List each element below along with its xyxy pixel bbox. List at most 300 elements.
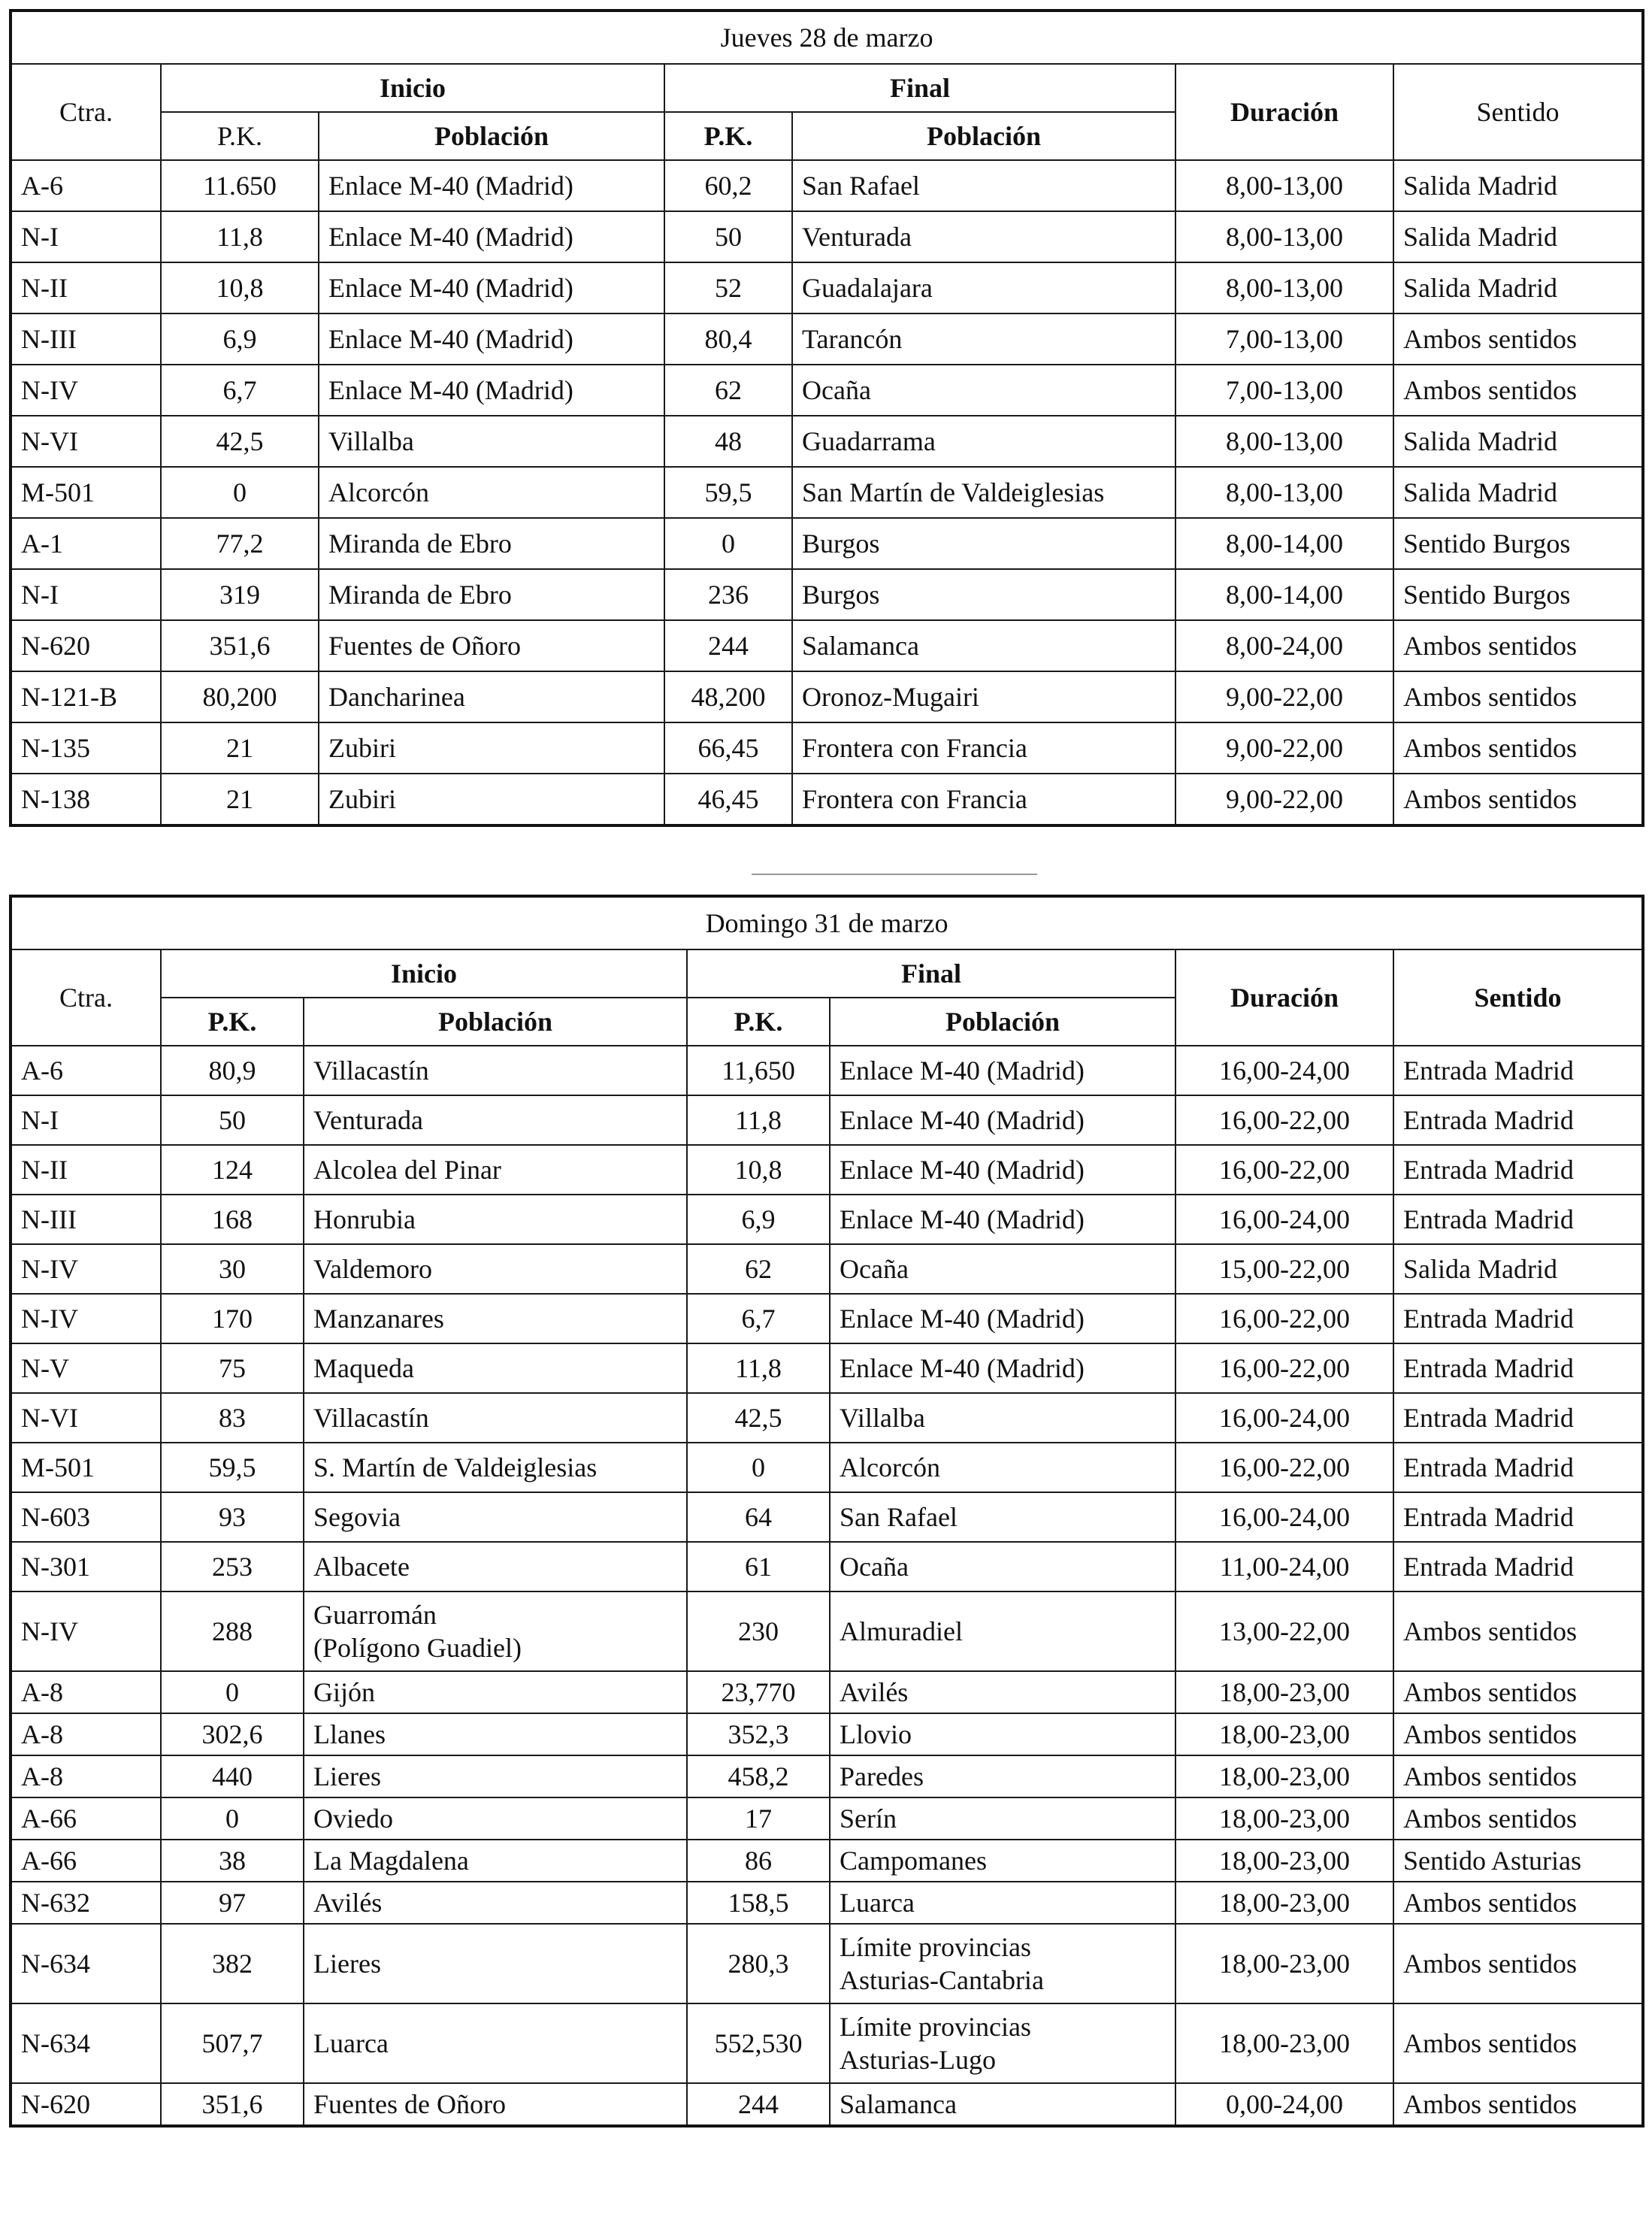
- cell-pk-inicio: 75: [161, 1343, 304, 1393]
- cell-duracion: 8,00-14,00: [1175, 569, 1393, 620]
- cell-pk-final: 6,9: [687, 1195, 830, 1244]
- cell-sentido: Entrada Madrid: [1393, 1542, 1643, 1591]
- table-row: [11, 774, 1643, 825]
- cell-pk-inicio: 351,6: [161, 2083, 304, 2126]
- cell-pk-inicio: 80,9: [161, 1046, 304, 1095]
- cell-poblacion-final: Serín: [830, 1797, 1175, 1840]
- table-row: [11, 262, 1643, 313]
- cell-poblacion-final: Luarca: [830, 1882, 1175, 1924]
- table-body: [11, 160, 1643, 825]
- cell-poblacion-final: Enlace M-40 (Madrid): [830, 1294, 1175, 1343]
- cell-ctra: N-III: [11, 313, 161, 365]
- cell-pk-inicio: 80,200: [161, 671, 319, 722]
- cell-pk-inicio: 97: [161, 1882, 304, 1924]
- cell-poblacion-final: Frontera con Francia: [792, 774, 1175, 825]
- cell-pk-inicio: 11.650: [161, 160, 319, 211]
- cell-sentido: Ambos sentidos: [1393, 1924, 1643, 2003]
- cell-duracion: 18,00-23,00: [1175, 1713, 1393, 1755]
- cell-ctra: N-II: [11, 1145, 161, 1195]
- cell-pk-inicio: 124: [161, 1145, 304, 1195]
- cell-sentido: Ambos sentidos: [1393, 2003, 1643, 2083]
- cell-duracion: 0,00-24,00: [1175, 2083, 1393, 2126]
- cell-poblacion-inicio: Dancharinea: [319, 671, 664, 722]
- cell-pk-inicio: 30: [161, 1244, 304, 1294]
- cell-sentido: Ambos sentidos: [1393, 722, 1643, 774]
- cell-duracion: 8,00-13,00: [1175, 467, 1393, 518]
- table-row: [11, 1244, 1643, 1294]
- cell-poblacion-final: Paredes: [830, 1755, 1175, 1797]
- header-final: Final: [687, 949, 1175, 998]
- cell-pk-final: 6,7: [687, 1294, 830, 1343]
- cell-sentido: Sentido Asturias: [1393, 1840, 1643, 1882]
- header-pk-final: P.K.: [687, 998, 830, 1046]
- cell-ctra: N-IV: [11, 1591, 161, 1671]
- header-sentido: Sentido: [1393, 949, 1643, 1046]
- cell-pk-final: 23,770: [687, 1671, 830, 1713]
- cell-pk-inicio: 83: [161, 1393, 304, 1443]
- cell-poblacion-final: Enlace M-40 (Madrid): [830, 1343, 1175, 1393]
- cell-poblacion-final: Guadalajara: [792, 262, 1175, 313]
- cell-pk-final: 158,5: [687, 1882, 830, 1924]
- cell-pk-inicio: 11,8: [161, 211, 319, 262]
- cell-sentido: Salida Madrid: [1393, 467, 1643, 518]
- cell-pk-final: 280,3: [687, 1924, 830, 2003]
- table-date-title: Jueves 28 de marzo: [11, 11, 1643, 64]
- cell-poblacion-final-line-1: Límite provincias: [840, 1932, 1031, 1962]
- cell-poblacion-final: San Martín de Valdeiglesias: [792, 467, 1175, 518]
- cell-poblacion-inicio: Albacete: [304, 1542, 687, 1591]
- cell-duracion: 18,00-23,00: [1175, 1882, 1393, 1924]
- cell-sentido: Ambos sentidos: [1393, 774, 1643, 825]
- cell-pk-final: 552,530: [687, 2003, 830, 2083]
- header-poblacion-inicio: Población: [304, 998, 687, 1046]
- cell-poblacion-final: Ocaña: [830, 1244, 1175, 1294]
- cell-poblacion-inicio: Enlace M-40 (Madrid): [319, 160, 664, 211]
- cell-ctra: A-66: [11, 1797, 161, 1840]
- cell-sentido: Entrada Madrid: [1393, 1443, 1643, 1492]
- cell-poblacion-final: Llovio: [830, 1713, 1175, 1755]
- cell-poblacion-inicio: Maqueda: [304, 1343, 687, 1393]
- table-row: [11, 1195, 1643, 1244]
- cell-pk-final: 52: [664, 262, 792, 313]
- cell-sentido: Entrada Madrid: [1393, 1294, 1643, 1343]
- cell-poblacion-final-line-2: Asturias-Lugo: [840, 2045, 996, 2075]
- cell-pk-inicio: 50: [161, 1095, 304, 1145]
- cell-poblacion-final: Salamanca: [792, 620, 1175, 671]
- cell-pk-final: 0: [687, 1443, 830, 1492]
- cell-sentido: Salida Madrid: [1393, 416, 1643, 467]
- table-row: [11, 569, 1643, 620]
- cell-ctra: N-620: [11, 620, 161, 671]
- cell-pk-final: 59,5: [664, 467, 792, 518]
- cell-pk-final: 0: [664, 518, 792, 569]
- cell-pk-final: 46,45: [664, 774, 792, 825]
- table-date-title: Domingo 31 de marzo: [11, 896, 1643, 949]
- cell-poblacion-final: [830, 2003, 1175, 2083]
- cell-pk-final: 66,45: [664, 722, 792, 774]
- table-row: [11, 620, 1643, 671]
- table-row: [11, 2083, 1643, 2126]
- cell-poblacion-final: Alcorcón: [830, 1443, 1175, 1492]
- cell-duracion: 16,00-22,00: [1175, 1343, 1393, 1393]
- cell-ctra: A-8: [11, 1713, 161, 1755]
- cell-poblacion-final: Avilés: [830, 1671, 1175, 1713]
- cell-sentido: Ambos sentidos: [1393, 2083, 1643, 2126]
- cell-ctra: A-8: [11, 1755, 161, 1797]
- cell-duracion: 8,00-13,00: [1175, 416, 1393, 467]
- cell-pk-final: 11,650: [687, 1046, 830, 1095]
- cell-poblacion-inicio-line-2: (Polígono Guadiel): [313, 1633, 522, 1663]
- cell-poblacion-final: Almuradiel: [830, 1591, 1175, 1671]
- cell-sentido: Entrada Madrid: [1393, 1046, 1643, 1095]
- cell-poblacion-final: Enlace M-40 (Madrid): [830, 1046, 1175, 1095]
- cell-pk-inicio: 288: [161, 1591, 304, 1671]
- cell-ctra: N-121-B: [11, 671, 161, 722]
- table-row: [11, 1294, 1643, 1343]
- schedule-table-domingo: [9, 895, 1644, 2128]
- cell-duracion: 8,00-14,00: [1175, 518, 1393, 569]
- table-row: [11, 1591, 1643, 1671]
- table-body: [11, 1046, 1643, 2126]
- cell-poblacion-final: Tarancón: [792, 313, 1175, 365]
- cell-pk-final: 17: [687, 1797, 830, 1840]
- table-row: [11, 1671, 1643, 1713]
- table-row: [11, 1797, 1643, 1840]
- header-pk-inicio: P.K.: [161, 998, 304, 1046]
- cell-ctra: N-634: [11, 1924, 161, 2003]
- cell-pk-final: 458,2: [687, 1755, 830, 1797]
- header-poblacion-final: Población: [830, 998, 1175, 1046]
- table-row: [11, 1443, 1643, 1492]
- cell-pk-inicio: 170: [161, 1294, 304, 1343]
- cell-pk-inicio: 59,5: [161, 1443, 304, 1492]
- cell-ctra: N-138: [11, 774, 161, 825]
- header-poblacion-final: Población: [792, 112, 1175, 160]
- cell-pk-inicio: 0: [161, 467, 319, 518]
- cell-poblacion-final: Enlace M-40 (Madrid): [830, 1195, 1175, 1244]
- cell-pk-inicio: 319: [161, 569, 319, 620]
- cell-ctra: N-IV: [11, 1244, 161, 1294]
- cell-duracion: 16,00-24,00: [1175, 1046, 1393, 1095]
- table-row: [11, 722, 1643, 774]
- cell-pk-final: 86: [687, 1840, 830, 1882]
- header-ctra: Ctra.: [11, 949, 161, 1046]
- cell-poblacion-inicio: Honrubia: [304, 1195, 687, 1244]
- table-row: [11, 313, 1643, 365]
- cell-poblacion-inicio: Miranda de Ebro: [319, 518, 664, 569]
- header-pk-inicio: P.K.: [161, 112, 319, 160]
- cell-duracion: 15,00-22,00: [1175, 1244, 1393, 1294]
- cell-pk-final: 62: [664, 365, 792, 416]
- cell-poblacion-inicio: Gijón: [304, 1671, 687, 1713]
- cell-pk-inicio: 6,9: [161, 313, 319, 365]
- header-pk-final: P.K.: [664, 112, 792, 160]
- cell-poblacion-inicio: Villalba: [319, 416, 664, 467]
- cell-ctra: N-603: [11, 1492, 161, 1542]
- cell-pk-inicio: 253: [161, 1542, 304, 1591]
- cell-poblacion-final: Burgos: [792, 569, 1175, 620]
- cell-ctra: N-VI: [11, 416, 161, 467]
- cell-pk-inicio: 10,8: [161, 262, 319, 313]
- cell-pk-final: 48: [664, 416, 792, 467]
- cell-duracion: 18,00-23,00: [1175, 1840, 1393, 1882]
- cell-poblacion-inicio: Zubiri: [319, 774, 664, 825]
- cell-poblacion-inicio: Lieres: [304, 1755, 687, 1797]
- cell-sentido: Salida Madrid: [1393, 211, 1643, 262]
- cell-duracion: 16,00-24,00: [1175, 1492, 1393, 1542]
- cell-duracion: 18,00-23,00: [1175, 2003, 1393, 2083]
- cell-sentido: Ambos sentidos: [1393, 365, 1643, 416]
- cell-ctra: N-II: [11, 262, 161, 313]
- cell-pk-inicio: 0: [161, 1797, 304, 1840]
- table-row: [11, 1095, 1643, 1145]
- table-row: [11, 1046, 1643, 1095]
- cell-pk-final: 64: [687, 1492, 830, 1542]
- cell-poblacion-inicio: Enlace M-40 (Madrid): [319, 365, 664, 416]
- cell-poblacion-final: Burgos: [792, 518, 1175, 569]
- cell-duracion: 8,00-13,00: [1175, 262, 1393, 313]
- cell-duracion: 16,00-22,00: [1175, 1095, 1393, 1145]
- cell-ctra: N-VI: [11, 1393, 161, 1443]
- cell-duracion: 18,00-23,00: [1175, 1797, 1393, 1840]
- header-inicio: Inicio: [161, 64, 664, 112]
- cell-pk-final: 80,4: [664, 313, 792, 365]
- cell-poblacion-final: Frontera con Francia: [792, 722, 1175, 774]
- cell-sentido: Salida Madrid: [1393, 1244, 1643, 1294]
- cell-pk-final: 62: [687, 1244, 830, 1294]
- table-row: [11, 1492, 1643, 1542]
- cell-sentido: Ambos sentidos: [1393, 1671, 1643, 1713]
- cell-poblacion-final: Enlace M-40 (Madrid): [830, 1095, 1175, 1145]
- cell-ctra: N-IV: [11, 1294, 161, 1343]
- cell-poblacion-inicio: Fuentes de Oñoro: [304, 2083, 687, 2126]
- cell-poblacion-final: Ocaña: [792, 365, 1175, 416]
- cell-poblacion-final: Villalba: [830, 1393, 1175, 1443]
- cell-poblacion-final: Oronoz-Mugairi: [792, 671, 1175, 722]
- cell-duracion: 11,00-24,00: [1175, 1542, 1393, 1591]
- cell-poblacion-final: Campomanes: [830, 1840, 1175, 1882]
- cell-sentido: Entrada Madrid: [1393, 1145, 1643, 1195]
- table-row: [11, 1882, 1643, 1924]
- cell-pk-final: 61: [687, 1542, 830, 1591]
- cell-ctra: N-IV: [11, 365, 161, 416]
- cell-duracion: 16,00-22,00: [1175, 1443, 1393, 1492]
- cell-poblacion-final: Salamanca: [830, 2083, 1175, 2126]
- cell-pk-final: 60,2: [664, 160, 792, 211]
- cell-duracion: 9,00-22,00: [1175, 671, 1393, 722]
- cell-poblacion-inicio: Enlace M-40 (Madrid): [319, 211, 664, 262]
- cell-pk-final: 230: [687, 1591, 830, 1671]
- separator-line: [752, 874, 1037, 875]
- cell-ctra: A-6: [11, 160, 161, 211]
- cell-pk-inicio: 21: [161, 774, 319, 825]
- cell-pk-final: 244: [687, 2083, 830, 2126]
- cell-poblacion-inicio: Enlace M-40 (Madrid): [319, 262, 664, 313]
- cell-pk-final: 352,3: [687, 1713, 830, 1755]
- cell-pk-inicio: 351,6: [161, 620, 319, 671]
- cell-duracion: 16,00-24,00: [1175, 1393, 1393, 1443]
- cell-pk-inicio: 507,7: [161, 2003, 304, 2083]
- cell-duracion: 8,00-24,00: [1175, 620, 1393, 671]
- table-row: [11, 1755, 1643, 1797]
- cell-pk-final: 11,8: [687, 1343, 830, 1393]
- header-duracion: Duración: [1175, 949, 1393, 1046]
- cell-pk-final: 10,8: [687, 1145, 830, 1195]
- header-ctra: Ctra.: [11, 64, 161, 160]
- cell-pk-inicio: 168: [161, 1195, 304, 1244]
- cell-ctra: N-III: [11, 1195, 161, 1244]
- cell-duracion: 9,00-22,00: [1175, 774, 1393, 825]
- cell-poblacion-inicio: Alcorcón: [319, 467, 664, 518]
- cell-poblacion-inicio: Villacastín: [304, 1046, 687, 1095]
- cell-poblacion-final: [830, 1924, 1175, 2003]
- cell-poblacion-final: San Rafael: [792, 160, 1175, 211]
- cell-sentido: Ambos sentidos: [1393, 1755, 1643, 1797]
- cell-pk-final: 236: [664, 569, 792, 620]
- cell-poblacion-final: San Rafael: [830, 1492, 1175, 1542]
- cell-poblacion-inicio-line-1: Guarromán: [313, 1600, 437, 1630]
- cell-poblacion-final: Guadarrama: [792, 416, 1175, 467]
- cell-ctra: M-501: [11, 467, 161, 518]
- cell-poblacion-inicio: Llanes: [304, 1713, 687, 1755]
- cell-sentido: Entrada Madrid: [1393, 1393, 1643, 1443]
- table-row: [11, 416, 1643, 467]
- cell-ctra: N-620: [11, 2083, 161, 2126]
- cell-duracion: 8,00-13,00: [1175, 211, 1393, 262]
- cell-ctra: A-6: [11, 1046, 161, 1095]
- cell-poblacion-final-line-1: Límite provincias: [840, 2012, 1031, 2042]
- header-inicio: Inicio: [161, 949, 687, 998]
- cell-poblacion-inicio: Manzanares: [304, 1294, 687, 1343]
- table-row: [11, 1840, 1643, 1882]
- cell-sentido: Ambos sentidos: [1393, 1591, 1643, 1671]
- cell-duracion: 7,00-13,00: [1175, 313, 1393, 365]
- table-row: [11, 365, 1643, 416]
- cell-duracion: 16,00-22,00: [1175, 1145, 1393, 1195]
- header-poblacion-inicio: Población: [319, 112, 664, 160]
- header-sentido: Sentido: [1393, 64, 1643, 160]
- cell-ctra: A-8: [11, 1671, 161, 1713]
- cell-duracion: 18,00-23,00: [1175, 1671, 1393, 1713]
- cell-sentido: Entrada Madrid: [1393, 1095, 1643, 1145]
- cell-poblacion-final-line-2: Asturias-Cantabria: [840, 1965, 1044, 1995]
- table-row: [11, 1924, 1643, 2003]
- cell-ctra: N-I: [11, 569, 161, 620]
- cell-poblacion-inicio: Villacastín: [304, 1393, 687, 1443]
- cell-pk-inicio: 21: [161, 722, 319, 774]
- cell-sentido: Sentido Burgos: [1393, 518, 1643, 569]
- cell-ctra: A-1: [11, 518, 161, 569]
- table-row: [11, 1393, 1643, 1443]
- cell-ctra: N-301: [11, 1542, 161, 1591]
- table-row: [11, 1343, 1643, 1393]
- cell-poblacion-inicio: Zubiri: [319, 722, 664, 774]
- cell-ctra: N-I: [11, 1095, 161, 1145]
- cell-duracion: 18,00-23,00: [1175, 1924, 1393, 2003]
- cell-sentido: Ambos sentidos: [1393, 1882, 1643, 1924]
- table-row: [11, 160, 1643, 211]
- cell-sentido: Ambos sentidos: [1393, 1797, 1643, 1840]
- header-duracion: Duración: [1175, 64, 1393, 160]
- table-row: [11, 671, 1643, 722]
- cell-sentido: Entrada Madrid: [1393, 1343, 1643, 1393]
- cell-ctra: N-632: [11, 1882, 161, 1924]
- cell-pk-inicio: 6,7: [161, 365, 319, 416]
- cell-duracion: 16,00-22,00: [1175, 1294, 1393, 1343]
- cell-sentido: Salida Madrid: [1393, 262, 1643, 313]
- cell-sentido: Ambos sentidos: [1393, 313, 1643, 365]
- cell-sentido: Salida Madrid: [1393, 160, 1643, 211]
- cell-pk-final: 50: [664, 211, 792, 262]
- cell-duracion: 13,00-22,00: [1175, 1591, 1393, 1671]
- cell-poblacion-final: Venturada: [792, 211, 1175, 262]
- cell-poblacion-inicio: Avilés: [304, 1882, 687, 1924]
- cell-ctra: N-V: [11, 1343, 161, 1393]
- schedule-table-jueves: [9, 9, 1644, 827]
- cell-pk-final: 42,5: [687, 1393, 830, 1443]
- cell-ctra: N-135: [11, 722, 161, 774]
- cell-pk-inicio: 302,6: [161, 1713, 304, 1755]
- table-row: [11, 1542, 1643, 1591]
- cell-poblacion-inicio: Valdemoro: [304, 1244, 687, 1294]
- cell-pk-inicio: 42,5: [161, 416, 319, 467]
- cell-pk-inicio: 93: [161, 1492, 304, 1542]
- cell-poblacion-inicio: Alcolea del Pinar: [304, 1145, 687, 1195]
- cell-poblacion-inicio: Oviedo: [304, 1797, 687, 1840]
- cell-pk-final: 244: [664, 620, 792, 671]
- cell-pk-final: 48,200: [664, 671, 792, 722]
- cell-poblacion-inicio: Fuentes de Oñoro: [319, 620, 664, 671]
- table-row: [11, 1713, 1643, 1755]
- cell-pk-inicio: 38: [161, 1840, 304, 1882]
- cell-sentido: Ambos sentidos: [1393, 671, 1643, 722]
- cell-ctra: N-I: [11, 211, 161, 262]
- cell-pk-inicio: 440: [161, 1755, 304, 1797]
- cell-duracion: 9,00-22,00: [1175, 722, 1393, 774]
- cell-poblacion-inicio: La Magdalena: [304, 1840, 687, 1882]
- cell-sentido: Entrada Madrid: [1393, 1492, 1643, 1542]
- cell-poblacion-inicio: Miranda de Ebro: [319, 569, 664, 620]
- cell-poblacion-inicio: Venturada: [304, 1095, 687, 1145]
- cell-ctra: N-634: [11, 2003, 161, 2083]
- cell-sentido: Ambos sentidos: [1393, 1713, 1643, 1755]
- cell-duracion: 16,00-24,00: [1175, 1195, 1393, 1244]
- cell-pk-final: 11,8: [687, 1095, 830, 1145]
- cell-pk-inicio: 382: [161, 1924, 304, 2003]
- header-final: Final: [664, 64, 1175, 112]
- table-row: [11, 2003, 1643, 2083]
- cell-poblacion-inicio: Luarca: [304, 2003, 687, 2083]
- cell-poblacion-inicio: Enlace M-40 (Madrid): [319, 313, 664, 365]
- cell-pk-inicio: 0: [161, 1671, 304, 1713]
- cell-duracion: 7,00-13,00: [1175, 365, 1393, 416]
- cell-pk-inicio: 77,2: [161, 518, 319, 569]
- cell-poblacion-inicio: Lieres: [304, 1924, 687, 2003]
- cell-ctra: M-501: [11, 1443, 161, 1492]
- table-row: [11, 1145, 1643, 1195]
- cell-poblacion-final: Enlace M-40 (Madrid): [830, 1145, 1175, 1195]
- cell-duracion: 18,00-23,00: [1175, 1755, 1393, 1797]
- cell-poblacion-final: Ocaña: [830, 1542, 1175, 1591]
- table-row: [11, 518, 1643, 569]
- table-row: [11, 467, 1643, 518]
- cell-sentido: Entrada Madrid: [1393, 1195, 1643, 1244]
- cell-poblacion-inicio: Segovia: [304, 1492, 687, 1542]
- cell-duracion: 8,00-13,00: [1175, 160, 1393, 211]
- cell-poblacion-inicio: S. Martín de Valdeiglesias: [304, 1443, 687, 1492]
- cell-ctra: A-66: [11, 1840, 161, 1882]
- cell-poblacion-inicio: [304, 1591, 687, 1671]
